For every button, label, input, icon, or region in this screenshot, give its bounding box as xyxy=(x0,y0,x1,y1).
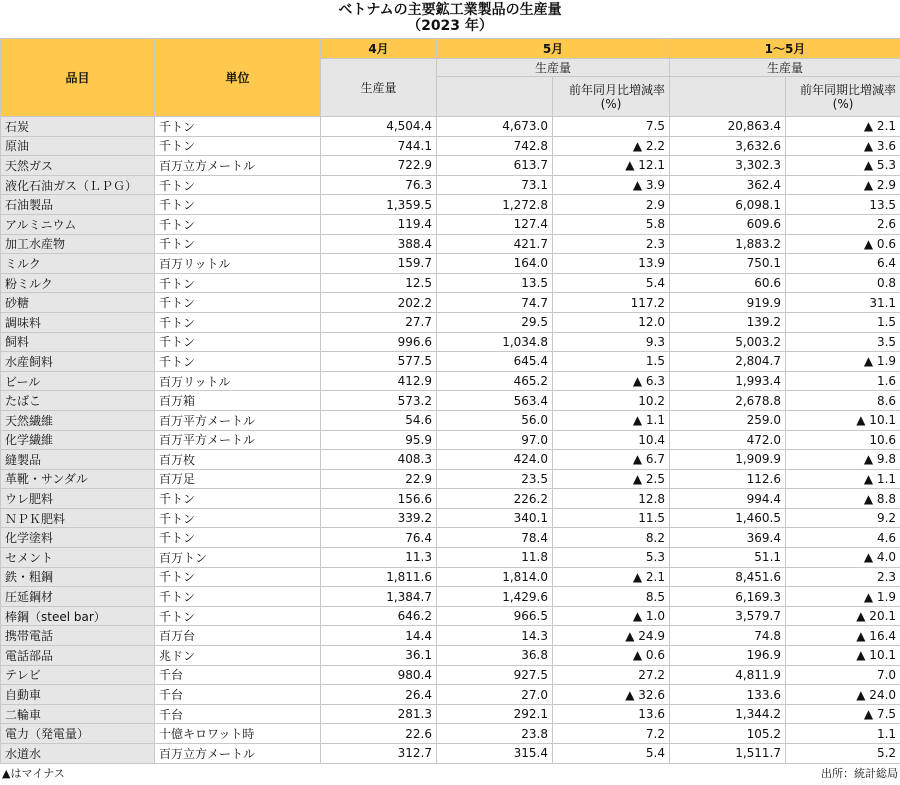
header-may-production: 生産量 xyxy=(437,59,670,77)
row-may-yoy: 1.5 xyxy=(553,352,670,372)
row-may-yoy: 5.8 xyxy=(553,214,670,234)
row-item: 加工水産物 xyxy=(1,234,155,254)
table-row xyxy=(1,332,900,352)
row-may-production: 13.5 xyxy=(437,273,553,293)
row-ytd-yoy: ▲ 24.0 xyxy=(786,685,900,705)
row-ytd-yoy: ▲ 8.8 xyxy=(786,489,900,509)
table-row xyxy=(1,175,900,195)
row-ytd-yoy: 2.3 xyxy=(786,567,900,587)
row-ytd-yoy: ▲ 5.3 xyxy=(786,156,900,176)
header-ytd-yoy-label: 前年同期比増減率 xyxy=(800,82,897,97)
row-may-yoy: 2.9 xyxy=(553,195,670,215)
row-may-yoy: 13.6 xyxy=(553,704,670,724)
row-ytd-yoy: ▲ 10.1 xyxy=(786,410,900,430)
row-item: ウレ肥料 xyxy=(1,489,155,509)
row-ytd-yoy: ▲ 0.6 xyxy=(786,234,900,254)
row-may-yoy: ▲ 1.1 xyxy=(553,410,670,430)
row-item: 粉ミルク xyxy=(1,273,155,293)
row-unit: 千トン xyxy=(155,273,321,293)
row-april-production: 95.9 xyxy=(321,430,437,450)
header-may-yoy xyxy=(553,77,670,117)
table-row xyxy=(1,587,900,607)
row-may-yoy: 8.2 xyxy=(553,528,670,548)
row-april-production: 159.7 xyxy=(321,254,437,274)
footer xyxy=(0,764,900,780)
table-row xyxy=(1,548,900,568)
row-unit: 千トン xyxy=(155,312,321,332)
row-unit: 百万足 xyxy=(155,469,321,489)
table-row xyxy=(1,724,900,744)
row-unit: 千トン xyxy=(155,567,321,587)
row-april-production: 119.4 xyxy=(321,214,437,234)
row-item: たばこ xyxy=(1,391,155,411)
row-april-production: 14.4 xyxy=(321,626,437,646)
row-may-yoy: 11.5 xyxy=(553,508,670,528)
row-april-production: 339.2 xyxy=(321,508,437,528)
row-item: ビール xyxy=(1,371,155,391)
row-may-production: 4,673.0 xyxy=(437,117,553,137)
table-row xyxy=(1,293,900,313)
row-may-production: 29.5 xyxy=(437,312,553,332)
row-ytd-production: 259.0 xyxy=(670,410,786,430)
row-ytd-yoy: 31.1 xyxy=(786,293,900,313)
row-april-production: 4,504.4 xyxy=(321,117,437,137)
row-item: 自動車 xyxy=(1,685,155,705)
row-may-production: 742.8 xyxy=(437,136,553,156)
table-row xyxy=(1,744,900,764)
table-row xyxy=(1,391,900,411)
row-unit: 千トン xyxy=(155,606,321,626)
row-unit: 千トン xyxy=(155,293,321,313)
row-may-production: 27.0 xyxy=(437,685,553,705)
header-item: 品目 xyxy=(1,39,155,117)
row-ytd-production: 1,883.2 xyxy=(670,234,786,254)
row-ytd-production: 3,632.6 xyxy=(670,136,786,156)
table-row xyxy=(1,371,900,391)
row-may-yoy: 9.3 xyxy=(553,332,670,352)
row-ytd-production: 609.6 xyxy=(670,214,786,234)
row-item: テレビ xyxy=(1,665,155,685)
row-unit: 百万トン xyxy=(155,548,321,568)
row-unit: 千台 xyxy=(155,665,321,685)
row-april-production: 26.4 xyxy=(321,685,437,705)
table-subtitle: （2023 年） xyxy=(407,18,493,34)
row-may-yoy: ▲ 2.2 xyxy=(553,136,670,156)
row-april-production: 76.3 xyxy=(321,175,437,195)
row-ytd-yoy: ▲ 20.1 xyxy=(786,606,900,626)
row-unit: 兆ドン xyxy=(155,646,321,666)
row-ytd-yoy: ▲ 9.8 xyxy=(786,450,900,470)
row-unit: 百万平方メートル xyxy=(155,430,321,450)
row-may-yoy: 8.5 xyxy=(553,587,670,607)
row-april-production: 1,359.5 xyxy=(321,195,437,215)
row-may-yoy: 5.4 xyxy=(553,273,670,293)
row-ytd-yoy: 7.0 xyxy=(786,665,900,685)
row-ytd-yoy: ▲ 4.0 xyxy=(786,548,900,568)
row-item: 圧延鋼材 xyxy=(1,587,155,607)
row-april-production: 996.6 xyxy=(321,332,437,352)
row-may-yoy: 5.3 xyxy=(553,548,670,568)
row-item: 縫製品 xyxy=(1,450,155,470)
row-unit: 百万立方メートル xyxy=(155,744,321,764)
row-item: 棒鋼（steel bar） xyxy=(1,606,155,626)
row-ytd-production: 112.6 xyxy=(670,469,786,489)
row-may-yoy: ▲ 3.9 xyxy=(553,175,670,195)
header-ytd-yoy-pct: (%) xyxy=(832,96,854,111)
row-may-yoy: 10.2 xyxy=(553,391,670,411)
row-unit: 千トン xyxy=(155,175,321,195)
row-ytd-production: 3,302.3 xyxy=(670,156,786,176)
row-unit: 千トン xyxy=(155,489,321,509)
row-may-yoy: ▲ 6.3 xyxy=(553,371,670,391)
row-ytd-production: 472.0 xyxy=(670,430,786,450)
row-unit: 千トン xyxy=(155,117,321,137)
row-ytd-yoy: 2.6 xyxy=(786,214,900,234)
row-ytd-production: 2,678.8 xyxy=(670,391,786,411)
row-may-production: 36.8 xyxy=(437,646,553,666)
row-ytd-yoy: ▲ 16.4 xyxy=(786,626,900,646)
row-ytd-production: 919.9 xyxy=(670,293,786,313)
row-may-production: 966.5 xyxy=(437,606,553,626)
table-row xyxy=(1,685,900,705)
header-ytd-yoy xyxy=(786,77,900,117)
row-ytd-production: 1,993.4 xyxy=(670,371,786,391)
row-ytd-production: 1,344.2 xyxy=(670,704,786,724)
header-unit: 単位 xyxy=(155,39,321,117)
row-may-yoy: 12.0 xyxy=(553,312,670,332)
row-ytd-production: 139.2 xyxy=(670,312,786,332)
row-may-production: 127.4 xyxy=(437,214,553,234)
row-ytd-yoy: 6.4 xyxy=(786,254,900,274)
row-ytd-production: 1,460.5 xyxy=(670,508,786,528)
row-ytd-production: 133.6 xyxy=(670,685,786,705)
row-april-production: 202.2 xyxy=(321,293,437,313)
row-may-production: 78.4 xyxy=(437,528,553,548)
row-april-production: 1,811.6 xyxy=(321,567,437,587)
row-april-production: 412.9 xyxy=(321,371,437,391)
row-april-production: 980.4 xyxy=(321,665,437,685)
row-may-production: 11.8 xyxy=(437,548,553,568)
table-row xyxy=(1,528,900,548)
table-row xyxy=(1,450,900,470)
row-item: 二輪車 xyxy=(1,704,155,724)
row-ytd-yoy: ▲ 2.9 xyxy=(786,175,900,195)
row-ytd-yoy: 1.6 xyxy=(786,371,900,391)
row-item: 液化石油ガス（ＬＰＧ） xyxy=(1,175,155,195)
row-april-production: 577.5 xyxy=(321,352,437,372)
row-unit: 百万枚 xyxy=(155,450,321,470)
row-may-yoy: 2.3 xyxy=(553,234,670,254)
row-item: 原油 xyxy=(1,136,155,156)
row-may-yoy: 13.9 xyxy=(553,254,670,274)
row-unit: 千トン xyxy=(155,587,321,607)
row-may-yoy: ▲ 2.1 xyxy=(553,567,670,587)
table-row xyxy=(1,273,900,293)
row-may-production: 465.2 xyxy=(437,371,553,391)
row-april-production: 156.6 xyxy=(321,489,437,509)
row-may-yoy: 10.4 xyxy=(553,430,670,450)
row-ytd-yoy: ▲ 3.6 xyxy=(786,136,900,156)
row-april-production: 1,384.7 xyxy=(321,587,437,607)
row-ytd-yoy: ▲ 2.1 xyxy=(786,117,900,137)
row-ytd-production: 6,169.3 xyxy=(670,587,786,607)
row-ytd-production: 6,098.1 xyxy=(670,195,786,215)
table-row xyxy=(1,430,900,450)
row-may-production: 23.8 xyxy=(437,724,553,744)
row-may-yoy: ▲ 1.0 xyxy=(553,606,670,626)
row-ytd-yoy: 0.8 xyxy=(786,273,900,293)
row-may-yoy: ▲ 6.7 xyxy=(553,450,670,470)
row-may-production: 1,272.8 xyxy=(437,195,553,215)
table-row xyxy=(1,567,900,587)
row-may-production: 97.0 xyxy=(437,430,553,450)
row-ytd-production: 1,511.7 xyxy=(670,744,786,764)
row-item: ミルク xyxy=(1,254,155,274)
row-may-production: 424.0 xyxy=(437,450,553,470)
row-ytd-production: 105.2 xyxy=(670,724,786,744)
row-item: 砂糖 xyxy=(1,293,155,313)
row-unit: 千トン xyxy=(155,508,321,528)
row-april-production: 27.7 xyxy=(321,312,437,332)
row-ytd-yoy: 1.1 xyxy=(786,724,900,744)
row-may-yoy: ▲ 24.9 xyxy=(553,626,670,646)
row-item: 水産飼料 xyxy=(1,352,155,372)
row-april-production: 11.3 xyxy=(321,548,437,568)
row-may-yoy: 7.2 xyxy=(553,724,670,744)
row-april-production: 573.2 xyxy=(321,391,437,411)
table-row xyxy=(1,646,900,666)
row-ytd-production: 1,909.9 xyxy=(670,450,786,470)
table-title-block xyxy=(0,0,900,38)
row-april-production: 36.1 xyxy=(321,646,437,666)
row-april-production: 54.6 xyxy=(321,410,437,430)
row-may-production: 421.7 xyxy=(437,234,553,254)
row-ytd-production: 60.6 xyxy=(670,273,786,293)
row-unit: 千トン xyxy=(155,332,321,352)
header-may-blank xyxy=(437,77,553,117)
row-item: 天然繊維 xyxy=(1,410,155,430)
table-title: ベトナムの主要鉱工業製品の生産量 xyxy=(338,2,562,18)
row-may-production: 315.4 xyxy=(437,744,553,764)
row-may-production: 340.1 xyxy=(437,508,553,528)
row-may-production: 1,429.6 xyxy=(437,587,553,607)
row-may-production: 563.4 xyxy=(437,391,553,411)
row-may-production: 14.3 xyxy=(437,626,553,646)
row-item: 化学塗料 xyxy=(1,528,155,548)
table-row xyxy=(1,312,900,332)
row-ytd-production: 74.8 xyxy=(670,626,786,646)
header-may: 5月 xyxy=(437,39,670,59)
row-unit: 千トン xyxy=(155,214,321,234)
table-row xyxy=(1,410,900,430)
row-ytd-production: 2,804.7 xyxy=(670,352,786,372)
row-ytd-production: 20,863.4 xyxy=(670,117,786,137)
row-item: 水道水 xyxy=(1,744,155,764)
table-row xyxy=(1,117,900,137)
row-item: 飼料 xyxy=(1,332,155,352)
table-row xyxy=(1,704,900,724)
table-row xyxy=(1,254,900,274)
row-unit: 千トン xyxy=(155,234,321,254)
header-ytd-blank xyxy=(670,77,786,117)
row-unit: 千トン xyxy=(155,195,321,215)
row-april-production: 388.4 xyxy=(321,234,437,254)
row-item: 革靴・サンダル xyxy=(1,469,155,489)
row-ytd-yoy: ▲ 7.5 xyxy=(786,704,900,724)
row-unit: 百万リットル xyxy=(155,254,321,274)
row-may-yoy: 12.8 xyxy=(553,489,670,509)
table-row xyxy=(1,136,900,156)
row-may-production: 226.2 xyxy=(437,489,553,509)
footnote: ▲はマイナス xyxy=(2,766,65,780)
row-may-production: 74.7 xyxy=(437,293,553,313)
row-item: 携帯電話 xyxy=(1,626,155,646)
row-unit: 千トン xyxy=(155,136,321,156)
row-item: 石油製品 xyxy=(1,195,155,215)
row-ytd-production: 196.9 xyxy=(670,646,786,666)
table-row xyxy=(1,156,900,176)
row-unit: 百万箱 xyxy=(155,391,321,411)
row-may-yoy: 5.4 xyxy=(553,744,670,764)
row-may-production: 73.1 xyxy=(437,175,553,195)
row-may-production: 292.1 xyxy=(437,704,553,724)
header-ytd-production: 生産量 xyxy=(670,59,900,77)
production-table xyxy=(0,38,900,764)
row-ytd-yoy: ▲ 1.1 xyxy=(786,469,900,489)
row-ytd-yoy: ▲ 1.9 xyxy=(786,587,900,607)
row-unit: 百万平方メートル xyxy=(155,410,321,430)
table-body xyxy=(1,117,900,764)
table-row xyxy=(1,469,900,489)
row-may-yoy: 117.2 xyxy=(553,293,670,313)
row-ytd-yoy: 8.6 xyxy=(786,391,900,411)
table-row xyxy=(1,234,900,254)
row-april-production: 744.1 xyxy=(321,136,437,156)
row-item: アルミニウム xyxy=(1,214,155,234)
row-item: 化学繊維 xyxy=(1,430,155,450)
row-item: 天然ガス xyxy=(1,156,155,176)
row-may-yoy: 27.2 xyxy=(553,665,670,685)
row-may-yoy: ▲ 0.6 xyxy=(553,646,670,666)
row-unit: 千台 xyxy=(155,685,321,705)
row-ytd-production: 369.4 xyxy=(670,528,786,548)
table-row xyxy=(1,214,900,234)
row-may-production: 23.5 xyxy=(437,469,553,489)
row-april-production: 408.3 xyxy=(321,450,437,470)
row-unit: 十億キロワット時 xyxy=(155,724,321,744)
row-ytd-yoy: 10.6 xyxy=(786,430,900,450)
row-april-production: 22.9 xyxy=(321,469,437,489)
row-april-production: 22.6 xyxy=(321,724,437,744)
row-item: 電話部品 xyxy=(1,646,155,666)
row-item: 鉄・粗鋼 xyxy=(1,567,155,587)
row-unit: 百万台 xyxy=(155,626,321,646)
row-may-production: 1,814.0 xyxy=(437,567,553,587)
row-april-production: 76.4 xyxy=(321,528,437,548)
row-april-production: 281.3 xyxy=(321,704,437,724)
row-unit: 千トン xyxy=(155,352,321,372)
row-ytd-production: 5,003.2 xyxy=(670,332,786,352)
row-may-production: 613.7 xyxy=(437,156,553,176)
row-item: 調味料 xyxy=(1,312,155,332)
table-row xyxy=(1,489,900,509)
row-item: 電力（発電量） xyxy=(1,724,155,744)
row-ytd-production: 994.4 xyxy=(670,489,786,509)
row-may-yoy: ▲ 2.5 xyxy=(553,469,670,489)
table-row xyxy=(1,352,900,372)
row-may-yoy: 7.5 xyxy=(553,117,670,137)
row-may-yoy: ▲ 12.1 xyxy=(553,156,670,176)
row-ytd-production: 51.1 xyxy=(670,548,786,568)
row-may-yoy: ▲ 32.6 xyxy=(553,685,670,705)
row-ytd-yoy: 9.2 xyxy=(786,508,900,528)
source-note: 出所：統計総局 xyxy=(821,766,898,780)
table-row xyxy=(1,606,900,626)
row-ytd-yoy: 1.5 xyxy=(786,312,900,332)
row-item: ＮＰＫ肥料 xyxy=(1,508,155,528)
row-ytd-production: 4,811.9 xyxy=(670,665,786,685)
row-may-production: 927.5 xyxy=(437,665,553,685)
row-unit: 千トン xyxy=(155,528,321,548)
row-ytd-yoy: ▲ 1.9 xyxy=(786,352,900,372)
row-ytd-yoy: 13.5 xyxy=(786,195,900,215)
table-row xyxy=(1,665,900,685)
row-april-production: 646.2 xyxy=(321,606,437,626)
header-jan-may: 1～5月 xyxy=(670,39,900,59)
row-ytd-yoy: 3.5 xyxy=(786,332,900,352)
header-may-yoy-label: 前年同月比増減率 xyxy=(569,82,666,97)
row-may-production: 164.0 xyxy=(437,254,553,274)
row-may-production: 1,034.8 xyxy=(437,332,553,352)
row-unit: 百万立方メートル xyxy=(155,156,321,176)
table-row xyxy=(1,195,900,215)
row-april-production: 12.5 xyxy=(321,273,437,293)
header-may-yoy-pct: (%) xyxy=(600,96,622,111)
row-april-production: 312.7 xyxy=(321,744,437,764)
row-ytd-yoy: 4.6 xyxy=(786,528,900,548)
row-ytd-production: 8,451.6 xyxy=(670,567,786,587)
row-item: 石炭 xyxy=(1,117,155,137)
row-april-production: 722.9 xyxy=(321,156,437,176)
table-row xyxy=(1,508,900,528)
row-ytd-production: 362.4 xyxy=(670,175,786,195)
row-may-production: 56.0 xyxy=(437,410,553,430)
row-may-production: 645.4 xyxy=(437,352,553,372)
row-item: セメント xyxy=(1,548,155,568)
row-ytd-production: 3,579.7 xyxy=(670,606,786,626)
row-ytd-yoy: ▲ 10.1 xyxy=(786,646,900,666)
row-ytd-production: 750.1 xyxy=(670,254,786,274)
header-april-production: 生産量 xyxy=(321,59,437,117)
table-row xyxy=(1,626,900,646)
header-april: 4月 xyxy=(321,39,437,59)
row-unit: 千台 xyxy=(155,704,321,724)
row-unit: 百万リットル xyxy=(155,371,321,391)
row-ytd-yoy: 5.2 xyxy=(786,744,900,764)
